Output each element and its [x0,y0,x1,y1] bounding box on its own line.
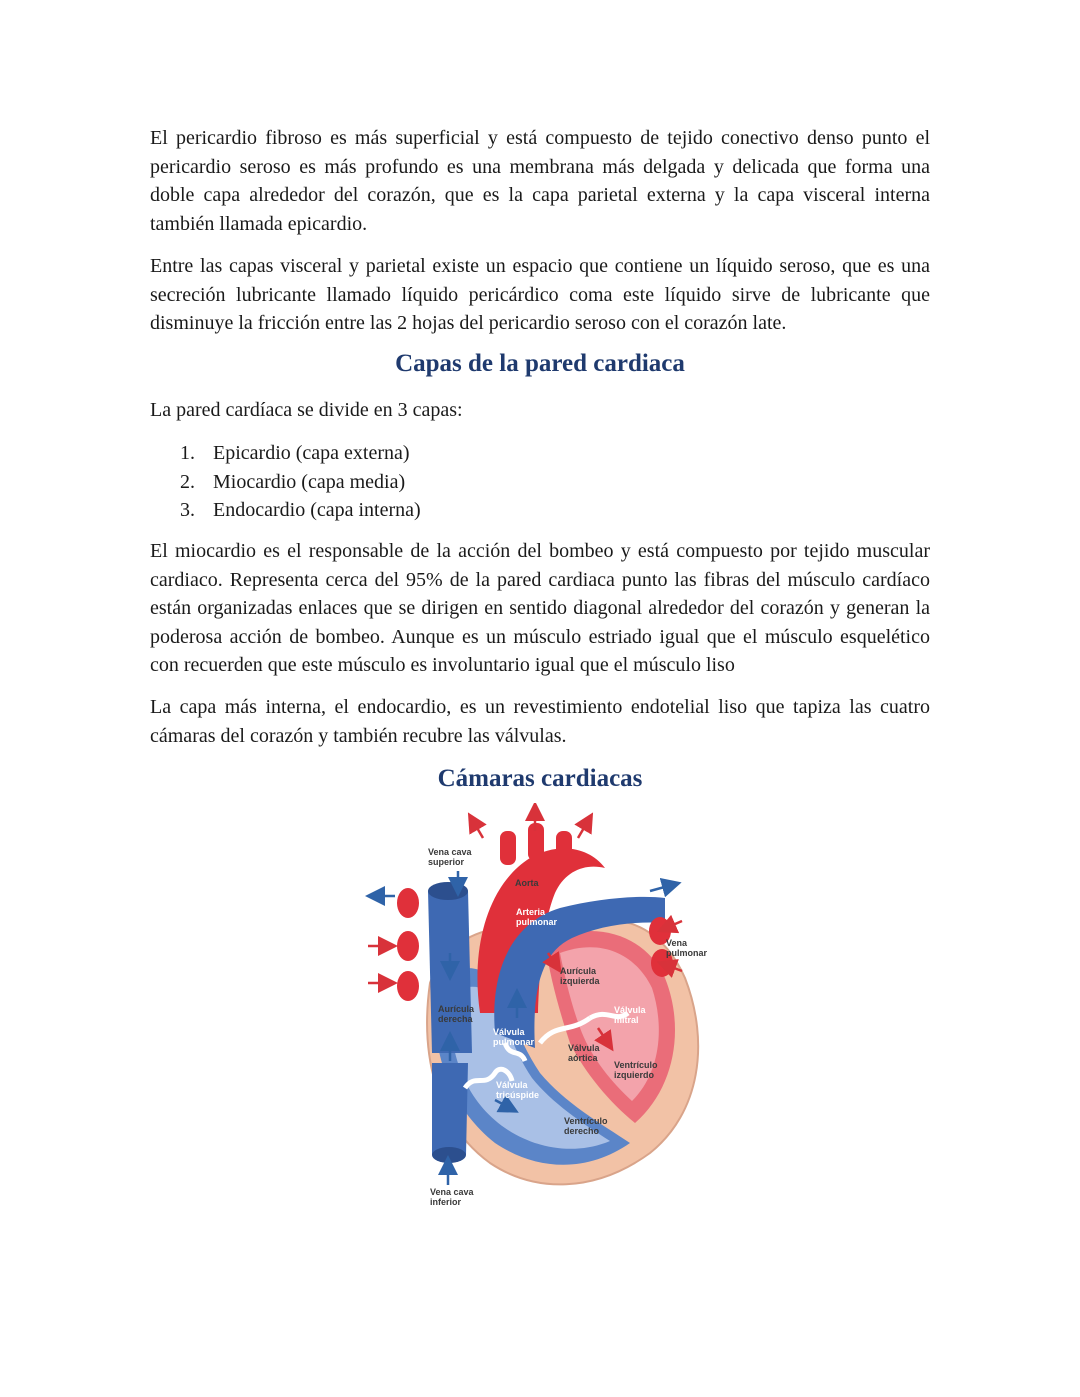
paragraph-pericardio: El pericardio fibroso es más superficial y está compuesto de tejido conectivo denso punto el pericardio seroso es más profundo es una membrana más delgada y delicada que forma una doble capa alrededor del corazón, que es la capa parietal externa y la capa visceral interna también llamada epicardio. [150,127,930,235]
heading-camaras: Cámaras cardiacas [437,765,643,792]
label-vena-cava-inferior: Vena cava [430,1187,474,1197]
label-auricula-derecha: Aurícula [438,1004,475,1014]
list-item: 3. Endocardio (capa interna) [180,499,421,521]
label-aorta: Aorta [515,878,539,888]
svg-text:derecha: derecha [438,1014,473,1024]
svg-text:izquierdo: izquierdo [614,1070,654,1080]
paragraph-miocardio: El miocardio es el responsable de la acción del bombeo y está compuesto por tejido muscular cardiaco. Representa cerca del 95% de la pared cardiaca punto las fibras del músculo cardíaco están organizadas enlaces que se dirigen en sentido diagonal alrededor del corazón y generan la poderosa acción de bombeo. Aunque es un músculo estriado igual que el músculo esquelético con recuerden que este músculo es involuntario igual que el músculo liso [150,540,930,676]
label-vena-pulmonar: Vena [666,938,688,948]
label-ventriculo-derecho: Ventrículo [564,1116,608,1126]
label-valvula-aortica: Válvula [568,1043,600,1053]
vena-cava-superior [428,891,472,1053]
label-valvula-tricuspide: Válvula [496,1080,528,1090]
paragraph-endocardio: La capa más interna, el endocardio, es un revestimiento endotelial liso que tapiza las cuatro cámaras del corazón y también recubre las válvulas. [150,696,930,747]
svg-text:tricúspide: tricúspide [496,1090,540,1100]
label-auricula-izquierda: Aurícula [560,966,597,976]
heading-capas-pared: Capas de la pared cardiaca [395,350,685,377]
svg-text:aórtica: aórtica [568,1053,598,1063]
paragraph-divide-capas: La pared cardíaca se divide en 3 capas: [150,399,463,421]
heart-diagram [360,803,720,1215]
svg-text:pulmonar: pulmonar [516,917,558,927]
label-vena-cava-superior: Vena cava [428,847,472,857]
label-ventriculo-izquierdo: Ventrículo [614,1060,658,1070]
svg-text:pulmonar: pulmonar [493,1037,535,1047]
layers-list [180,439,421,525]
label-arteria-pulmonar: Arteria [516,907,546,917]
list-item: 2. Miocardio (capa media) [180,470,406,493]
list-item: 1. Epicardio (capa externa) [180,442,410,464]
svg-text:pulmonar: pulmonar [666,948,708,958]
svg-text:mitral: mitral [614,1015,639,1025]
svg-text:izquierda: izquierda [560,976,600,986]
svg-text:derecho: derecho [564,1126,600,1136]
svg-text:superior: superior [428,857,465,867]
vena-cava-inferior [432,1063,468,1155]
svg-text:inferior: inferior [430,1197,462,1207]
label-valvula-pulmonar: Válvula [493,1027,525,1037]
paragraph-liquido-pericardico: Entre las capas visceral y parietal existe un espacio que contiene un líquido seroso, que es una secreción lubricante llamado líquido pericárdico coma este líquido sirve de lubricante que disminuye la fricción entre las 2 hojas del pericardio seroso con el corazón late. [150,255,930,334]
label-valvula-mitral: Válvula [614,1005,646,1015]
